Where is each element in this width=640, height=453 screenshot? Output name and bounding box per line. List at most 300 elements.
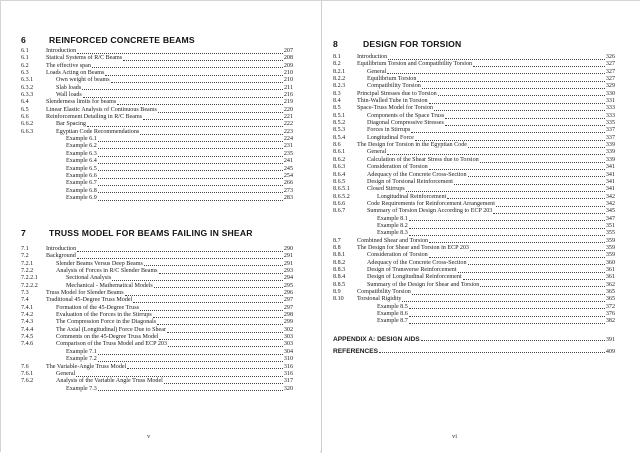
toc-entry-number: 8.8.2 [333, 259, 346, 266]
toc-entry-number: 8.6.5.1 [333, 186, 350, 193]
leader-dots [454, 184, 605, 185]
toc-entry-page: 316 [283, 363, 293, 370]
leader-dots [411, 132, 605, 133]
toc-entry-number: 8.5.2 [333, 120, 346, 127]
toc-entry-title: Own weight of beams [56, 77, 110, 84]
leader-dots [105, 75, 282, 76]
leader-dots [111, 82, 283, 83]
toc-entry-page: 283 [283, 194, 293, 201]
toc-entry-number: 8.6.1 [333, 149, 346, 156]
toc-entry-number: 8.8.5 [333, 281, 346, 288]
leader-dots [429, 169, 605, 170]
toc-entry-title: Background [46, 253, 76, 260]
toc-entry-page: 376 [605, 311, 615, 318]
toc-entry-page: 216 [283, 92, 293, 99]
toc-entry-page: 266 [283, 180, 293, 187]
leader-dots [112, 280, 283, 281]
toc-entry-title: Design of Transverse Reinforcement [367, 266, 457, 273]
leader-dots [409, 316, 605, 317]
leader-dots [83, 97, 283, 98]
toc-entry-page: 365 [605, 289, 615, 295]
toc-entry-number: 8.6.4 [333, 171, 346, 178]
toc-entry-page: 290 [283, 246, 293, 252]
toc-entry-number: 7.4.5 [21, 334, 34, 341]
toc-entry-title: Summary of Torsion Design According to ECP 203 [367, 208, 493, 215]
page-number-right: vi [452, 433, 458, 440]
toc-entry [333, 296, 615, 303]
toc-entry-number: 8.8.3 [333, 266, 346, 273]
toc-entry-title: Calculation of the Shear Stress due to Torsion [367, 156, 479, 163]
toc-entry-number: 8.6.5 [333, 178, 346, 185]
leader-dots [164, 383, 283, 384]
toc-entry [333, 311, 615, 318]
toc-entry-title: Slenderness limits for beams [46, 99, 117, 106]
leader-dots [412, 294, 605, 295]
toc-entry-title: Combined Shear and Torsion [357, 237, 429, 244]
leader-dots [159, 339, 282, 340]
toc-entry-title: Closed Stirrups [367, 186, 405, 193]
toc-entry-number: 8.10 [333, 296, 344, 303]
toc-entry-title: General [56, 370, 76, 377]
toc-entry-page: 317 [283, 378, 293, 385]
toc-entry-number: 8.9 [333, 289, 341, 295]
leader-dots [98, 170, 283, 171]
toc-entry [333, 230, 615, 237]
toc-entry [21, 356, 293, 363]
toc-entry-title: The effective span [46, 62, 91, 69]
leader-dots [159, 273, 283, 274]
toc-entry-number: 7.4.1 [21, 304, 34, 311]
toc-entry-title: Slab loads [56, 84, 82, 91]
toc-entry-page: 342 [605, 200, 615, 207]
toc-entry [21, 166, 293, 173]
toc-entry-title: Example 6.4 [66, 158, 97, 165]
toc-entry-page: 296 [283, 290, 293, 297]
leader-dots [480, 162, 605, 163]
toc-entry-page: 209 [283, 62, 293, 69]
toc-entry [333, 91, 615, 98]
toc-list-ch8 [333, 54, 615, 326]
toc-entry-number: 8.5.1 [333, 112, 346, 119]
toc-entry-number: 7.6.1 [21, 370, 34, 377]
leader-dots [98, 200, 283, 201]
toc-entry-title: Principal Stresses due to Torsion [357, 90, 437, 97]
leader-dots [98, 148, 283, 149]
toc-entry-title: Adequacy of the Concrete Cross-Section [367, 171, 467, 178]
chapter-8-title: DESIGN FOR TORSION [363, 39, 462, 49]
chapter-8-section [333, 39, 615, 355]
toc-entry [333, 149, 615, 156]
toc-entry-number: 7.4.4 [21, 326, 34, 333]
leader-dots [415, 140, 605, 141]
toc-entry [333, 252, 615, 259]
leader-dots [406, 191, 605, 192]
toc-entry [333, 76, 615, 83]
leader-dots [98, 192, 283, 193]
leader-dots [463, 279, 605, 280]
toc-list-ch7 [21, 246, 293, 393]
toc-entry-page: 291 [283, 253, 293, 260]
toc-entry-number: 8.6.6 [333, 200, 346, 207]
chapter-7-heading [21, 228, 293, 238]
toc-entry-number: 8.8.4 [333, 274, 346, 281]
toc-entry-page: 362 [605, 281, 615, 288]
toc-entry-number: 8.6 [333, 142, 341, 149]
leader-dots [480, 286, 605, 287]
leader-dots [167, 332, 283, 333]
toc-entry-title: Equilibrium Torsion [367, 76, 417, 83]
chapter-8-number: 8 [333, 39, 338, 49]
toc-entry-title: Consideration of Torsion [367, 252, 428, 259]
toc-entry-title: Statical Systems of R/C Beams [46, 55, 123, 62]
leader-dots [143, 119, 283, 120]
leader-dots [157, 324, 283, 325]
toc-entry-title: Analysis of Forces in R/C Slender Beams [56, 268, 158, 275]
toc-entry-number: 8.2 [333, 61, 341, 68]
leader-dots [417, 81, 604, 82]
toc-entry-page: 304 [283, 348, 293, 355]
toc-entry-number: 7.4.6 [21, 341, 34, 348]
leader-dots [409, 235, 605, 236]
toc-entry-number: 8.4 [333, 98, 341, 105]
toc-entry-page: 339 [605, 142, 615, 149]
leader-dots [445, 125, 605, 126]
toc-entry-number: 8.5.4 [333, 134, 346, 141]
leader-dots [470, 250, 605, 251]
toc-entry-title: Comments on the 45-Degree Truss Model [56, 334, 159, 341]
leader-dots [98, 185, 283, 186]
toc-entry-page: 254 [283, 172, 293, 179]
leader-dots [438, 95, 605, 96]
chapter-6-number: 6 [21, 35, 26, 45]
leader-dots [388, 59, 605, 60]
leader-dots [98, 163, 283, 164]
toc-entry [21, 364, 293, 371]
toc-entry [21, 341, 293, 348]
toc-entry-title: Evaluation of the Forces in the Stirrups [56, 312, 152, 319]
leader-dots [379, 352, 605, 353]
toc-entry [21, 55, 293, 62]
toc-entry [21, 195, 293, 202]
toc-entry-page: 303 [283, 334, 293, 341]
chapter-7-number: 7 [21, 228, 26, 238]
toc-entry-number: 7.4.2 [21, 312, 34, 319]
leader-dots [409, 323, 605, 324]
toc-entry-title: Wall loads [56, 92, 82, 99]
toc-entry-number: 6.3 [21, 70, 29, 77]
toc-entry [333, 142, 615, 149]
toc-entry-title: Example 8.1 [377, 215, 408, 222]
toc-entry [21, 312, 293, 319]
toc-entry-page: 339 [605, 149, 615, 156]
toc-entry-number: 7.2.1 [21, 260, 34, 267]
toc-entry-title: Bar Spacing [56, 121, 86, 128]
toc-entry-number: 8.6.3 [333, 164, 346, 171]
leader-dots [468, 176, 605, 177]
toc-entry-page: 341 [605, 171, 615, 178]
references-page: 409 [605, 348, 615, 355]
toc-entry-number: 7.6 [21, 363, 29, 370]
toc-entry-title: The Design for Shear and Torsion in ECP 203 [357, 244, 469, 251]
toc-entry [21, 77, 293, 84]
chapter-6-section [21, 35, 293, 202]
chapter-8-heading [333, 39, 615, 49]
toc-entry-page: 221 [283, 114, 293, 121]
toc-entry-page: 210 [283, 77, 293, 84]
toc-entry [333, 238, 615, 245]
toc-entry-page: 298 [283, 312, 293, 319]
toc-entry [333, 83, 615, 90]
toc-entry-page: 361 [605, 274, 615, 281]
toc-entry-title: The Variable-Angle Truss Model [46, 363, 127, 370]
toc-entry [333, 186, 615, 193]
toc-entry-page: 335 [605, 120, 615, 127]
leader-dots [447, 198, 605, 199]
toc-entry-number: 6.6.2 [21, 121, 34, 128]
toc-entry-title: Sectional Analysis [66, 275, 112, 282]
toc-entry [21, 246, 293, 253]
leader-dots [158, 112, 283, 113]
toc-entry-page: 341 [605, 186, 615, 193]
toc-entry [21, 283, 293, 290]
toc-entry-title: The Compression Force in the Diagonals [56, 319, 157, 326]
toc-entry-page: 295 [283, 282, 293, 289]
chapter-7-section [21, 228, 293, 393]
leader-dots [154, 287, 283, 288]
toc-entry-page: 345 [605, 208, 615, 215]
leader-dots [125, 295, 283, 296]
toc-entry-title: Compatibility Torsion [367, 83, 421, 90]
toc-entry-title: Example 7.2 [66, 356, 97, 363]
toc-entry [21, 63, 293, 70]
leader-dots [429, 257, 605, 258]
leader-dots [98, 141, 283, 142]
toc-entry-page: 326 [605, 54, 615, 60]
toc-entry-title: Longitudinal Reinforcement [377, 193, 447, 200]
toc-entry-page: 337 [605, 127, 615, 134]
toc-entry-title: Code Requirements for Reinforcement Arrangement [367, 200, 495, 207]
leader-dots [140, 310, 283, 311]
toc-entry-title: Adequacy of the Concrete Cross-Section [367, 259, 467, 266]
leader-dots [98, 361, 283, 362]
toc-entry [333, 127, 615, 134]
leader-dots [493, 213, 605, 214]
toc-entry-title: Linear Elastic Analysis of Continuous Beams [46, 106, 157, 113]
appendix-title: APPENDIX A: DESIGN AIDS [333, 335, 420, 343]
leader-dots [468, 264, 605, 265]
toc-entry-page: 382 [605, 318, 615, 325]
toc-entry-page: 331 [605, 98, 615, 105]
toc-entry-title: Design of Torsional Reinforcement [367, 178, 453, 185]
toc-entry-page: 219 [283, 99, 293, 106]
toc-entry-title: The Design for Torsion in the Egyptian Code [357, 142, 467, 149]
toc-entry-number: 8.7 [333, 237, 341, 244]
toc-entry-title: Traditional 45-Degree Truss Model [46, 297, 133, 304]
leader-dots [98, 178, 283, 179]
leader-dots [133, 302, 283, 303]
toc-entry-page: 327 [605, 61, 615, 68]
leader-dots [445, 118, 605, 119]
toc-entry [21, 275, 293, 282]
toc-entry [333, 274, 615, 281]
toc-entry-number: 7.4 [21, 297, 29, 304]
toc-entry-number: 8.6.2 [333, 156, 346, 163]
toc-entry [21, 114, 293, 121]
toc-entry-number: 6.2 [21, 62, 29, 69]
references-entry [333, 346, 615, 355]
leader-dots [140, 134, 283, 135]
toc-entry-title: Torsional Rigidity [357, 296, 402, 303]
toc-entry-title: Example 7.1 [66, 348, 97, 355]
toc-entry [333, 164, 615, 171]
toc-entry [333, 69, 615, 76]
toc-entry-page: 359 [605, 237, 615, 244]
toc-entry-number: 6.6 [21, 114, 29, 121]
leader-dots [76, 376, 283, 377]
toc-entry-page: 310 [283, 356, 293, 363]
toc-entry-number: 8.5.3 [333, 127, 346, 134]
toc-entry-page: 245 [283, 165, 293, 172]
toc-entry-page: 273 [283, 187, 293, 194]
toc-entry-page: 327 [605, 76, 615, 83]
toc-entry [333, 120, 615, 127]
leader-dots [434, 110, 605, 111]
toc-entry-page: 208 [283, 55, 293, 62]
toc-entry-number: 8.5 [333, 105, 341, 112]
toc-entry [21, 378, 293, 385]
toc-entry-page: 220 [283, 106, 293, 113]
toc-entry-page: 222 [283, 121, 293, 128]
toc-entry-page: 339 [605, 156, 615, 163]
toc-entry-page: 342 [605, 193, 615, 200]
chapter-6-heading [21, 35, 293, 45]
toc-entry-number: 7.1 [21, 246, 29, 252]
toc-entry-number: 8.2.2 [333, 76, 346, 83]
appendix-entry [333, 334, 615, 343]
toc-entry-title: Example 8.6 [377, 311, 408, 318]
toc-entry-title: Compatibility Torsion [357, 289, 411, 295]
toc-entry-title: Example 8.5 [377, 303, 408, 310]
leader-dots [473, 66, 605, 67]
toc-entry [333, 194, 615, 201]
toc-entry-title: General [367, 149, 387, 156]
toc-entry-page: 327 [605, 68, 615, 75]
toc-entry [21, 85, 293, 92]
toc-entry-number: 7.3 [21, 290, 29, 297]
toc-entry-title: Analysis of the Variable Angle Truss Model [56, 378, 163, 385]
toc-entry-title: Components of the Space Truss [367, 112, 445, 119]
toc-entry-page: 365 [605, 296, 615, 303]
toc-entry-page: 297 [283, 297, 293, 304]
toc-entry-title: Thin-Walled Tube in Torsion [357, 98, 428, 105]
toc-entry [333, 172, 615, 179]
leader-dots [98, 156, 283, 157]
toc-entry-title: Consideration of Torsion [367, 164, 428, 171]
toc-entry-page: 341 [605, 164, 615, 171]
toc-entry [21, 136, 293, 143]
toc-entry-number: 7.4.3 [21, 319, 34, 326]
toc-entry-number: 6.6.3 [21, 128, 34, 135]
toc-entry-number: 6.3.2 [21, 84, 34, 91]
toc-entry [21, 151, 293, 158]
leader-dots [127, 368, 283, 369]
toc-entry-number: 6.4 [21, 99, 29, 106]
toc-entry [21, 386, 293, 393]
leader-dots [429, 242, 605, 243]
toc-entry-page: 320 [283, 385, 293, 392]
toc-entry [21, 129, 293, 136]
toc-entry-number: 7.2 [21, 253, 29, 260]
leader-dots [144, 265, 283, 266]
toc-entry-page: 360 [605, 259, 615, 266]
leader-dots [429, 103, 605, 104]
toc-entry [21, 99, 293, 106]
toc-entry [21, 327, 293, 334]
toc-entry-page: 361 [605, 266, 615, 273]
toc-entry-title: Longitudinal Force [367, 134, 414, 141]
toc-entry-number: 7.2.2.1 [21, 275, 38, 282]
toc-entry [21, 319, 293, 326]
toc-entry [333, 318, 615, 325]
toc-entry-title: Diagonal Compressive Stresses [367, 120, 444, 127]
toc-entry-page: 330 [605, 90, 615, 97]
toc-entry [21, 268, 293, 275]
toc-entry-page: 291 [283, 260, 293, 267]
toc-entry [333, 304, 615, 311]
toc-entry [333, 208, 615, 215]
appendix-page: 391 [605, 336, 615, 343]
toc-entry-number: 8.8.1 [333, 252, 346, 259]
toc-entry-page: 293 [283, 268, 293, 275]
leader-dots [77, 258, 283, 259]
toc-entry-page: 299 [283, 319, 293, 326]
toc-entry [333, 179, 615, 186]
leader-dots [77, 251, 283, 252]
toc-entry-page: 316 [283, 370, 293, 377]
toc-entry [333, 282, 615, 289]
leader-dots [168, 346, 283, 347]
toc-entry-number: 8.2.3 [333, 83, 346, 90]
toc-entry-page: 359 [605, 244, 615, 251]
toc-entry-number: 8.1 [333, 54, 341, 60]
toc-entry-page: 341 [605, 178, 615, 185]
toc-entry-page: 210 [283, 70, 293, 77]
toc-entry-title: Space-Truss Model for Torsion [357, 105, 433, 112]
toc-entry-title: Example 6.5 [66, 165, 97, 172]
toc-entry-title: Equilibrium Torsion and Compatibility Torsion [357, 61, 473, 68]
toc-entry [333, 223, 615, 230]
page-number-left: v [147, 433, 151, 440]
toc-entry-page: 223 [283, 128, 293, 135]
toc-entry-number: 7.6.2 [21, 378, 34, 385]
toc-entry [21, 297, 293, 304]
toc-entry-number: 6.3.1 [21, 77, 34, 84]
toc-entry-title: Egyptian Code Recommendations [56, 128, 140, 135]
toc-entry-page: 329 [605, 83, 615, 90]
leader-dots [409, 228, 605, 229]
toc-entry-page: 211 [284, 84, 293, 91]
leader-dots [409, 308, 605, 309]
toc-entry-title: Example 8.3 [377, 230, 408, 237]
leader-dots [387, 154, 605, 155]
toc-entry [333, 105, 615, 112]
toc-entry-page: 347 [605, 215, 615, 222]
toc-entry-title: Slender Beams Versus Deep Beams [56, 260, 143, 267]
toc-entry-number: 6.5 [21, 106, 29, 113]
toc-entry-title: Example 6.2 [66, 143, 97, 150]
toc-entry-title: Example 6.3 [66, 150, 97, 157]
toc-entry-page: 303 [283, 341, 293, 348]
